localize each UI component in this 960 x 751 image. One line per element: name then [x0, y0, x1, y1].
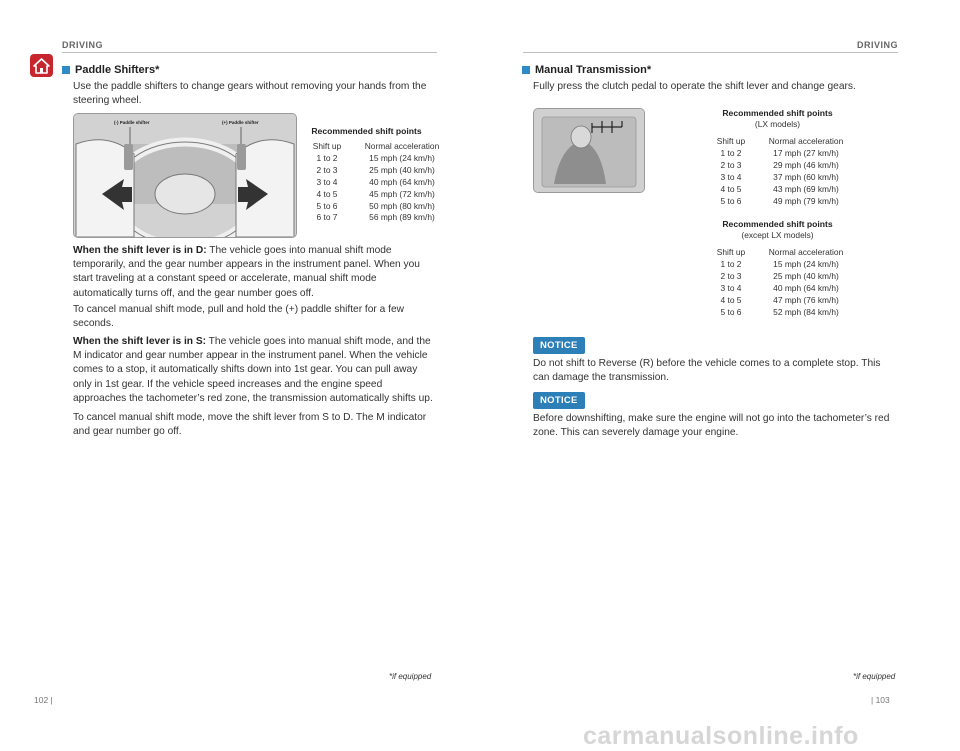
table-header-row: [706, 136, 856, 148]
other-table-subtitle: (except LX models): [741, 230, 814, 240]
table-row: [302, 212, 452, 224]
shift-up-cell: 2 to 3: [316, 164, 338, 175]
acceleration-cell: 25 mph (40 km/h): [369, 164, 435, 175]
header-divider: [62, 52, 437, 53]
lx-table-subtitle: (LX models): [754, 119, 801, 129]
acceleration-cell: 45 mph (72 km/h): [369, 188, 435, 199]
other-shift-points-table: [706, 247, 856, 318]
notice-badge: NOTICE: [533, 337, 585, 354]
lx-table-title: Recommended shift points: [722, 108, 833, 118]
shift-up-cell: 2 to 3: [720, 159, 742, 170]
section-title: [522, 64, 651, 76]
page-number: | 103: [871, 695, 890, 705]
shift-up-cell: 5 to 6: [316, 200, 338, 211]
notice-badge: NOTICE: [533, 392, 585, 409]
header-divider: [523, 52, 898, 53]
table-row: [706, 283, 856, 295]
lever-in-s-label: When the shift lever is in S:: [73, 336, 207, 347]
lever-in-d-paragraph: [73, 244, 436, 301]
acceleration-cell: 56 mph (89 km/h): [369, 212, 435, 223]
watermark: carmanualsonline.info: [583, 722, 859, 750]
intro-text: Use the paddle shifters to change gears without removing your hands from the steering wheel.: [73, 81, 427, 107]
acceleration-cell: 40 mph (64 km/h): [773, 282, 839, 293]
cancel-manual-d-text: To cancel manual shift mode, pull and hold the (+) paddle shifter for a few seconds.: [73, 304, 404, 330]
section-header: DRIVING: [856, 40, 898, 50]
minus-paddle-label: (-) Paddle shifter: [114, 120, 150, 125]
table-row: [706, 160, 856, 172]
acceleration-cell: 50 mph (80 km/h): [369, 200, 435, 211]
section-marker-icon: [522, 66, 530, 74]
paddle-shifter-illustration: [73, 113, 297, 238]
table-row: [706, 307, 856, 319]
other-table-title: Recommended shift points: [722, 219, 833, 229]
steering-wheel-image: [74, 114, 296, 237]
col-normal-acceleration: Normal acceleration: [768, 136, 844, 146]
table-header-row: [706, 247, 856, 259]
col-normal-acceleration: Normal acceleration: [364, 141, 440, 151]
section-title-text: Paddle Shifters*: [75, 64, 160, 76]
table-row: [706, 196, 856, 208]
shift-up-cell: 4 to 5: [720, 294, 742, 305]
shift-up-cell: 4 to 5: [720, 183, 742, 194]
table-header-row: [302, 141, 452, 153]
table-row: [302, 153, 452, 165]
home-button[interactable]: [30, 54, 53, 77]
shift-points-table: [302, 141, 452, 224]
shift-up-cell: 3 to 4: [720, 282, 742, 293]
shift-up-cell: 1 to 2: [720, 147, 742, 158]
col-shift-up: Shift up: [312, 141, 342, 151]
acceleration-cell: 37 mph (60 km/h): [773, 171, 839, 182]
shift-up-cell: 2 to 3: [720, 270, 742, 281]
right-page: [480, 0, 960, 750]
lx-shift-points-table: [706, 136, 856, 207]
acceleration-cell: 52 mph (84 km/h): [773, 306, 839, 317]
acceleration-cell: 15 mph (24 km/h): [773, 258, 839, 269]
acceleration-cell: 17 mph (27 km/h): [773, 147, 839, 158]
acceleration-cell: 47 mph (76 km/h): [773, 294, 839, 305]
section-marker-icon: [62, 66, 70, 74]
table-row: [706, 259, 856, 271]
shift-up-cell: 6 to 7: [316, 212, 338, 223]
home-icon: [33, 58, 50, 74]
acceleration-cell: 25 mph (40 km/h): [773, 270, 839, 281]
acceleration-cell: 49 mph (79 km/h): [773, 195, 839, 206]
shift-up-cell: 5 to 6: [720, 306, 742, 317]
col-shift-up: Shift up: [716, 136, 746, 146]
footnote: *if equipped: [853, 672, 896, 681]
shift-up-cell: 1 to 2: [316, 152, 338, 163]
footnote: *if equipped: [389, 672, 432, 681]
section-title-text: Manual Transmission*: [535, 64, 652, 76]
left-page: [0, 0, 480, 750]
notice-reverse-text: Do not shift to Reverse (R) before the vehicle comes to a complete stop. This can damage the transmission.: [533, 358, 881, 384]
plus-paddle-label: (+) Paddle shifter: [222, 120, 259, 125]
intro-text: Fully press the clutch pedal to operate the shift lever and change gears.: [533, 81, 856, 92]
gear-shift-image: [534, 109, 644, 192]
table-row: [302, 177, 452, 189]
table-row: [302, 201, 452, 213]
shift-up-cell: 4 to 5: [316, 188, 338, 199]
shift-up-cell: 3 to 4: [316, 176, 338, 187]
col-shift-up: Shift up: [716, 247, 746, 257]
acceleration-cell: 40 mph (64 km/h): [369, 176, 435, 187]
table-row: [706, 271, 856, 283]
table-row: [302, 189, 452, 201]
page-number: 102 |: [34, 695, 53, 705]
shift-up-cell: 5 to 6: [720, 195, 742, 206]
lever-in-s-text: The vehicle goes into manual shift mode, and the M indicator and gear number appear in the instrument panel. When the vehicle comes to a stop, it automatically shifts down into 1st gear. You can pull away only in 1st gear. If the vehicle speed increases and the engine speed approaches the tachometer’s red zone, the transmission automatically shifts up.: [73, 336, 433, 404]
section-header: DRIVING: [62, 40, 104, 50]
acceleration-cell: 29 mph (46 km/h): [773, 159, 839, 170]
shift-table-title: Recommended shift points: [311, 126, 422, 136]
shift-lever-illustration: [533, 108, 645, 193]
lever-in-d-label: When the shift lever is in D:: [73, 245, 207, 256]
table-row: [706, 295, 856, 307]
lever-in-s-paragraph: [73, 335, 436, 406]
section-title: [62, 64, 159, 76]
table-row: [706, 184, 856, 196]
acceleration-cell: 15 mph (24 km/h): [369, 152, 435, 163]
cancel-manual-s-text: To cancel manual shift mode, move the shift lever from S to D. The M indicator and gear number go off.: [73, 412, 427, 438]
acceleration-cell: 43 mph (69 km/h): [773, 183, 839, 194]
lever-in-d-text: The vehicle goes into manual shift mode temporarily, and the gear number appears in the instrument panel. When you start traveling at a constant speed or accelerate, manual shift mode automatically turns off, and the gear number goes off.: [73, 245, 420, 299]
table-row: [706, 172, 856, 184]
shift-up-cell: 1 to 2: [720, 258, 742, 269]
shift-up-cell: 3 to 4: [720, 171, 742, 182]
table-row: [706, 148, 856, 160]
table-row: [302, 165, 452, 177]
col-normal-acceleration: Normal acceleration: [768, 247, 844, 257]
notice-downshift-text: Before downshifting, make sure the engine will not go into the tachometer’s red zone. This can severely damage your engine.: [533, 413, 890, 439]
